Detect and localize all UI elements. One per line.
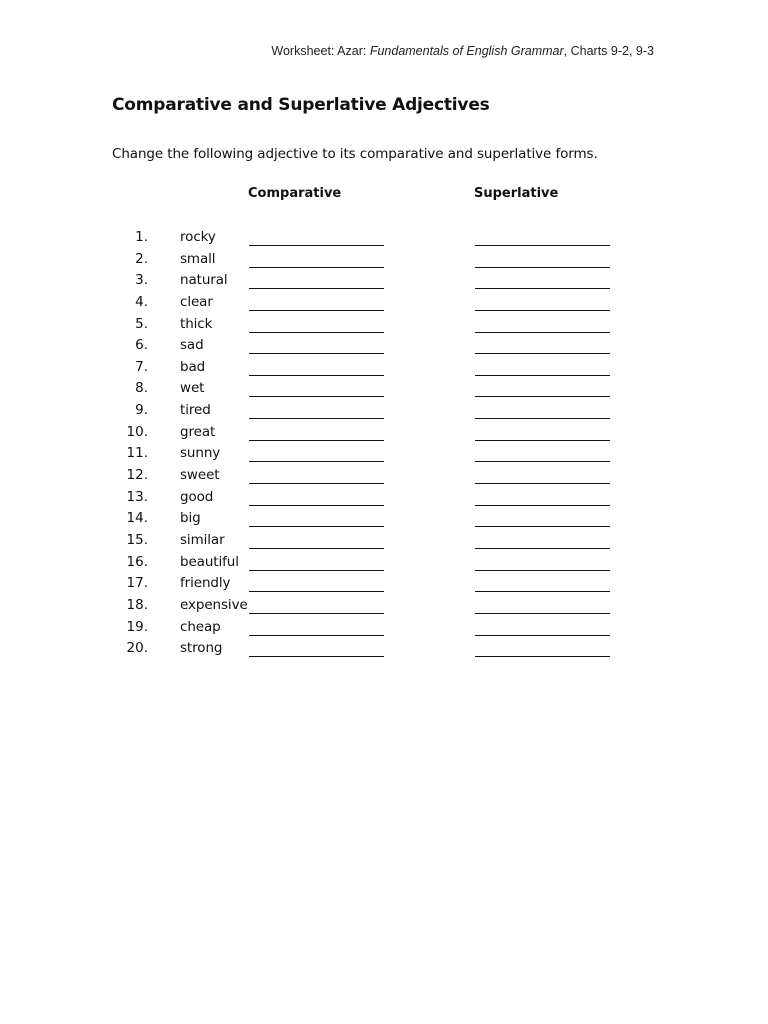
superlative-answer-blank[interactable] (475, 375, 610, 376)
item-number: 6. (135, 337, 148, 354)
instructions: Change the following adjective to its comparative and superlative forms. (112, 146, 598, 162)
superlative-answer-blank[interactable] (475, 591, 610, 592)
comparative-answer-blank[interactable] (249, 591, 384, 592)
item-number: 7. (135, 358, 148, 375)
item-number: 13. (126, 488, 148, 505)
comparative-answer-blank[interactable] (249, 288, 384, 289)
adjective: rocky (180, 229, 216, 245)
comparative-answer-blank[interactable] (249, 483, 384, 484)
exercise-row (0, 400, 768, 422)
adjective: tired (180, 402, 211, 419)
item-number: 14. (126, 510, 148, 527)
item-number: 1. (135, 229, 148, 245)
exercise-row (0, 487, 768, 509)
exercise-row (0, 465, 768, 487)
item-number: 4. (135, 293, 148, 310)
exercise-row (0, 270, 768, 292)
adjective: sweet (180, 467, 220, 484)
source-prefix: Worksheet: Azar: (271, 44, 370, 58)
exercise-row (0, 595, 768, 617)
comparative-answer-blank[interactable] (249, 570, 384, 571)
adjective: sad (180, 337, 204, 354)
superlative-answer-blank[interactable] (475, 526, 610, 527)
adjective: small (180, 250, 216, 267)
superlative-answer-blank[interactable] (475, 505, 610, 506)
exercise-row (0, 638, 768, 660)
comparative-answer-blank[interactable] (249, 613, 384, 614)
superlative-answer-blank[interactable] (475, 245, 610, 246)
item-number: 5. (135, 315, 148, 332)
item-number: 17. (126, 575, 148, 592)
superlative-answer-blank[interactable] (475, 288, 610, 289)
exercise-row (0, 357, 768, 379)
item-number: 3. (135, 272, 148, 289)
adjective: sunny (180, 445, 221, 462)
comparative-answer-blank[interactable] (249, 656, 384, 657)
superlative-answer-blank[interactable] (475, 635, 610, 636)
item-number: 19. (126, 618, 148, 635)
item-number: 8. (135, 380, 148, 397)
item-number: 9. (135, 402, 148, 419)
exercise-row (0, 443, 768, 465)
worksheet-title: Comparative and Superlative Adjectives (112, 95, 490, 115)
item-number: 20. (126, 640, 148, 657)
comparative-answer-blank[interactable] (249, 440, 384, 441)
superlative-answer-blank[interactable] (475, 548, 610, 549)
superlative-answer-blank[interactable] (475, 310, 610, 311)
superlative-answer-blank[interactable] (475, 570, 610, 571)
exercise-row (0, 292, 768, 314)
superlative-column-header: Superlative (474, 186, 559, 201)
adjective: big (180, 510, 201, 527)
exercise-row (0, 249, 768, 271)
adjective: great (180, 423, 216, 440)
item-number: 15. (126, 531, 148, 548)
book-title: Fundamentals of English Grammar (369, 44, 564, 58)
comparative-answer-blank[interactable] (249, 310, 384, 311)
comparative-answer-blank[interactable] (249, 245, 384, 246)
exercise-row (0, 508, 768, 530)
superlative-answer-blank[interactable] (475, 353, 610, 354)
adjective: good (180, 488, 214, 505)
comparative-answer-blank[interactable] (249, 635, 384, 636)
superlative-answer-blank[interactable] (475, 613, 610, 614)
comparative-answer-blank[interactable] (249, 267, 384, 268)
exercise-row (0, 573, 768, 595)
adjective: thick (180, 315, 213, 332)
adjective: beautiful (180, 553, 239, 570)
comparative-answer-blank[interactable] (249, 353, 384, 354)
exercise-list (0, 227, 768, 660)
source-suffix: , Charts 9-2, 9-3 (563, 44, 654, 58)
adjective: friendly (180, 575, 231, 592)
comparative-answer-blank[interactable] (249, 396, 384, 397)
superlative-answer-blank[interactable] (475, 656, 610, 657)
item-number: 12. (126, 467, 148, 484)
superlative-answer-blank[interactable] (475, 332, 610, 333)
superlative-answer-blank[interactable] (475, 418, 610, 419)
adjective: natural (180, 272, 228, 289)
comparative-answer-blank[interactable] (249, 461, 384, 462)
comparative-answer-blank[interactable] (249, 375, 384, 376)
worksheet-source-note (0, 44, 654, 58)
adjective: strong (180, 640, 223, 657)
superlative-answer-blank[interactable] (475, 396, 610, 397)
item-number: 18. (126, 596, 148, 613)
exercise-row (0, 552, 768, 574)
superlative-answer-blank[interactable] (475, 461, 610, 462)
comparative-answer-blank[interactable] (249, 332, 384, 333)
item-number: 11. (126, 445, 148, 462)
comparative-answer-blank[interactable] (249, 505, 384, 506)
adjective: wet (180, 380, 205, 397)
exercise-row (0, 378, 768, 400)
superlative-answer-blank[interactable] (475, 483, 610, 484)
item-number: 16. (126, 553, 148, 570)
adjective: cheap (180, 618, 221, 635)
comparative-answer-blank[interactable] (249, 526, 384, 527)
exercise-row (0, 530, 768, 552)
adjective: expensive (180, 596, 248, 613)
exercise-row (0, 422, 768, 444)
comparative-answer-blank[interactable] (249, 418, 384, 419)
adjective: bad (180, 358, 206, 375)
comparative-answer-blank[interactable] (249, 548, 384, 549)
adjective: clear (180, 293, 213, 310)
exercise-row (0, 314, 768, 336)
superlative-answer-blank[interactable] (475, 440, 610, 441)
exercise-row (0, 227, 768, 249)
comparative-column-header: Comparative (248, 186, 342, 201)
exercise-row (0, 617, 768, 639)
item-number: 2. (135, 250, 148, 267)
item-number: 10. (126, 423, 148, 440)
exercise-row (0, 335, 768, 357)
adjective: similar (180, 531, 225, 548)
superlative-answer-blank[interactable] (475, 267, 610, 268)
